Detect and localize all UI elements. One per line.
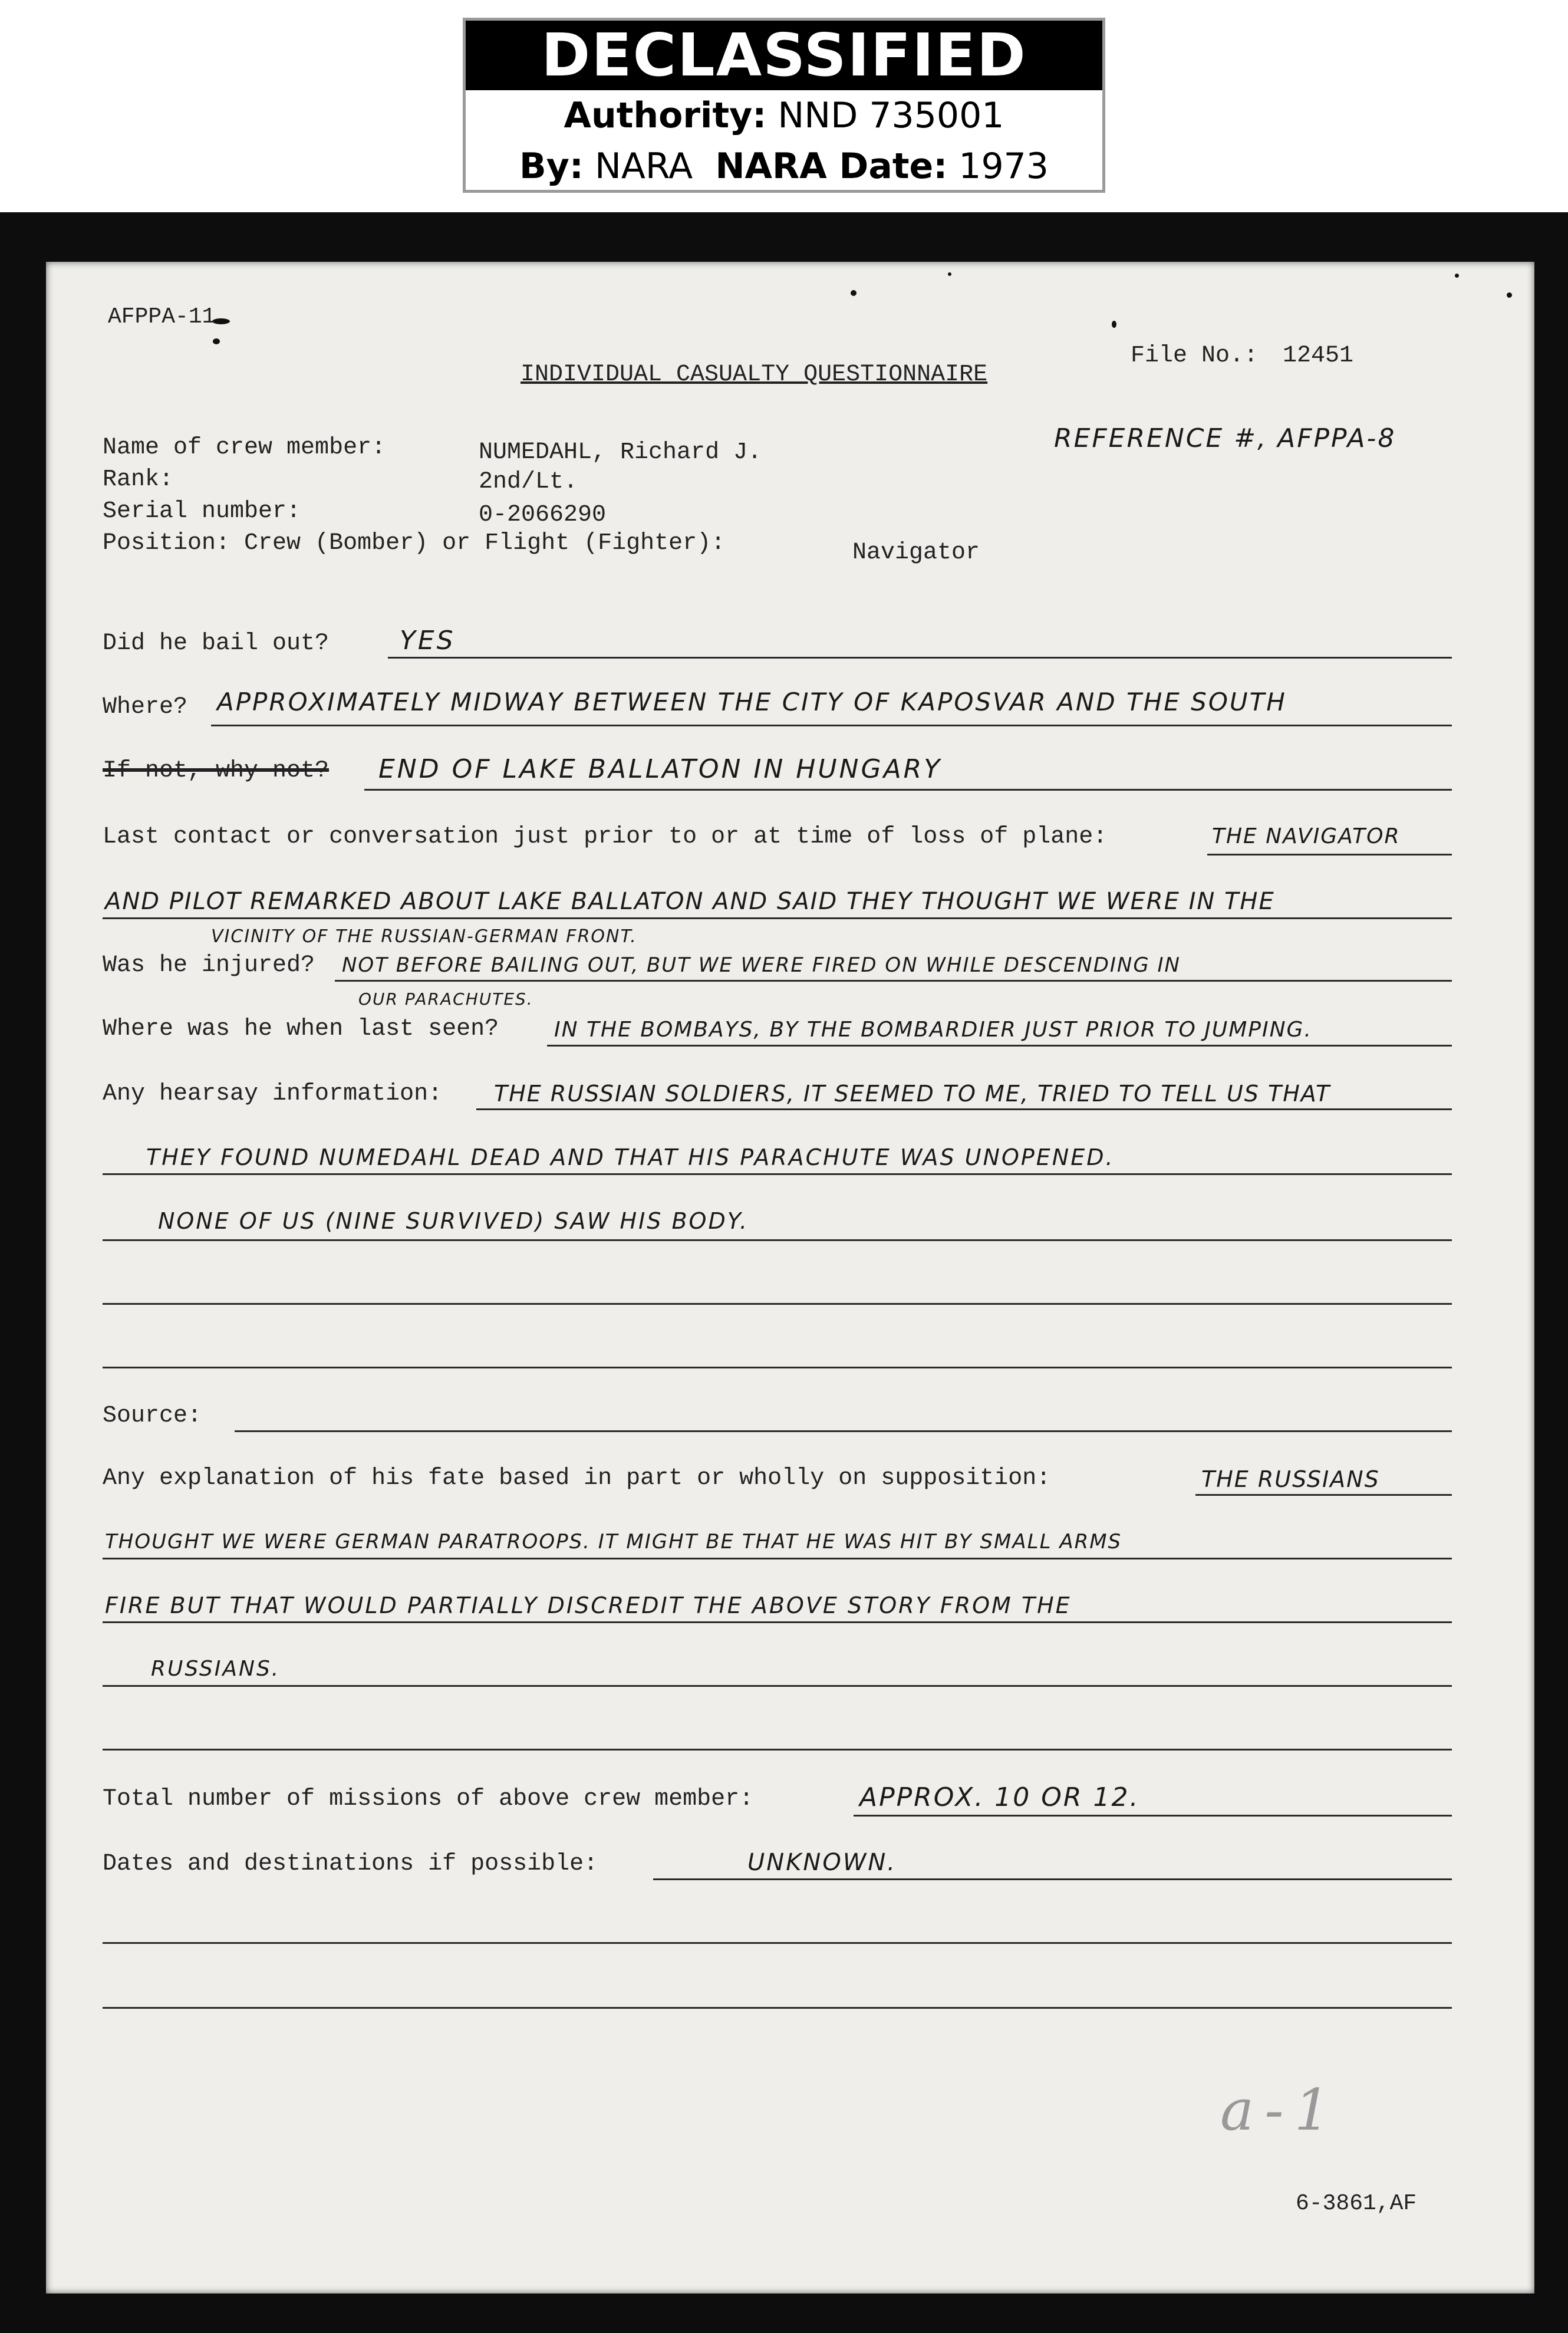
answer-line (1195, 1494, 1452, 1496)
answer-line (103, 1621, 1452, 1623)
position-label: Position: Crew (Bomber) or Flight (Fighter): (103, 530, 726, 557)
authority-value: NND 735001 (778, 95, 1004, 136)
dates-label: Dates and destinations if possible: (103, 1851, 598, 1877)
authority-label: Authority: (564, 95, 767, 136)
scan-speck (948, 272, 951, 276)
nara-date-value: 1973 (958, 146, 1049, 187)
answer-line (388, 657, 1452, 659)
supposition-value-4: RUSSIANS. (151, 1657, 281, 1681)
where-value-1: APPROXIMATELY MIDWAY BETWEEN THE CITY OF KAPOSVAR AND THE SOUTH (217, 687, 1287, 716)
bail-value: YES (400, 626, 456, 656)
scan-speck (1112, 321, 1116, 328)
declassified-stamp (463, 18, 1105, 193)
injured-value-1: NOT BEFORE BAILING OUT, BUT WE WERE FIRED ON WHILE DESCENDING IN (342, 953, 1181, 977)
answer-line (103, 1303, 1452, 1305)
serial-label: Serial number: (103, 498, 301, 525)
if-not-label: If not, why not? (103, 758, 330, 784)
contact-value-2: AND PILOT REMARKED ABOUT LAKE BALLATON AND SAID THEY THOUGHT WE WERE IN THE (105, 888, 1275, 915)
hearsay-value-3: NONE OF US (NINE SURVIVED) SAW HIS BODY. (158, 1208, 749, 1234)
answer-line (103, 1558, 1452, 1559)
rank-label: Rank: (103, 466, 174, 493)
by-line (466, 141, 1102, 192)
scan-speck (213, 338, 220, 344)
scan-speck (1455, 274, 1459, 278)
bail-label: Did he bail out? (103, 630, 330, 657)
supposition-label: Any explanation of his fate based in part or wholly on supposition: (103, 1465, 1051, 1492)
name-label: Name of crew member: (103, 435, 386, 461)
dates-value: UNKNOWN. (747, 1849, 897, 1876)
where-label: Where? (103, 694, 188, 720)
serial-value: 0-2066290 (479, 502, 607, 528)
where-value-2: END OF LAKE BALLATON IN HUNGARY (378, 754, 943, 784)
answer-line (103, 917, 1452, 919)
answer-line (854, 1815, 1452, 1817)
answer-line (103, 1367, 1452, 1368)
hearsay-value-2: THEY FOUND NUMEDAHL DEAD AND THAT HIS PARACHUTE WAS UNOPENED. (146, 1144, 1115, 1170)
by-value: NARA (594, 146, 693, 187)
answer-line (103, 1942, 1452, 1944)
answer-line (653, 1878, 1452, 1880)
answer-line (476, 1108, 1452, 1110)
answer-line (1207, 854, 1452, 855)
answer-line (103, 1173, 1452, 1175)
contact-value-1: THE NAVIGATOR (1212, 824, 1401, 848)
answer-line (211, 725, 1452, 726)
last-seen-label: Where was he when last seen? (103, 1016, 499, 1042)
answer-line (235, 1430, 1452, 1432)
footer-form-code: 6-3861,AF (1296, 2191, 1417, 2216)
last-seen-value: IN THE BOMBAYS, BY THE BOMBARDIER JUST PRIOR TO JUMPING. (554, 1018, 1312, 1042)
contact-value-3: VICINITY OF THE RUSSIAN-GERMAN FRONT. (211, 926, 637, 947)
scan-speck (851, 290, 857, 296)
authority-line (466, 90, 1102, 141)
nara-date-label: NARA Date: (715, 146, 948, 187)
supposition-value-1: THE RUSSIANS (1201, 1466, 1380, 1492)
position-value: Navigator (852, 539, 980, 566)
supposition-value-3: FIRE BUT THAT WOULD PARTIALLY DISCREDIT THE ABOVE STORY FROM THE (105, 1592, 1072, 1618)
supposition-value-2: THOUGHT WE WERE GERMAN PARATROOPS. IT MIGHT BE THAT HE WAS HIT BY SMALL ARMS (105, 1530, 1122, 1554)
name-value: NUMEDAHL, Richard J. (479, 439, 762, 466)
form-code: AFPPA-11 (108, 304, 216, 330)
hearsay-label: Any hearsay information: (103, 1081, 443, 1107)
answer-line (547, 1045, 1452, 1047)
answer-line (103, 1685, 1452, 1687)
injured-value-2: OUR PARACHUTES. (358, 989, 533, 1009)
form-title: INDIVIDUAL CASUALTY QUESTIONNAIRE (521, 361, 988, 388)
scan-speck (1507, 292, 1512, 298)
hearsay-value-1: THE RUSSIAN SOLDIERS, IT SEEMED TO ME, TRIED TO TELL US THAT (494, 1081, 1331, 1107)
injured-label: Was he injured? (103, 952, 315, 979)
answer-line (364, 789, 1452, 791)
answer-line (335, 980, 1452, 982)
answer-line (103, 1749, 1452, 1750)
by-label: By: (519, 146, 584, 187)
rank-value: 2nd/Lt. (479, 469, 578, 495)
questionnaire-page (46, 262, 1534, 2293)
missions-value: APPROX. 10 OR 12. (859, 1782, 1140, 1812)
answer-line (103, 1239, 1452, 1241)
file-number-label: File No.: (1131, 343, 1259, 369)
source-label: Source: (103, 1403, 202, 1429)
file-number-value: 12451 (1283, 343, 1354, 369)
contact-label: Last contact or conversation just prior to or at time of loss of plane: (103, 824, 1108, 850)
page-mark: a-1 (1220, 2077, 1341, 2143)
reference-note: REFERENCE #, AFPPA-8 (1054, 423, 1396, 453)
answer-line (103, 2007, 1452, 2009)
missions-label: Total number of missions of above crew member: (103, 1786, 754, 1812)
declassified-title: DECLASSIFIED (466, 21, 1102, 90)
